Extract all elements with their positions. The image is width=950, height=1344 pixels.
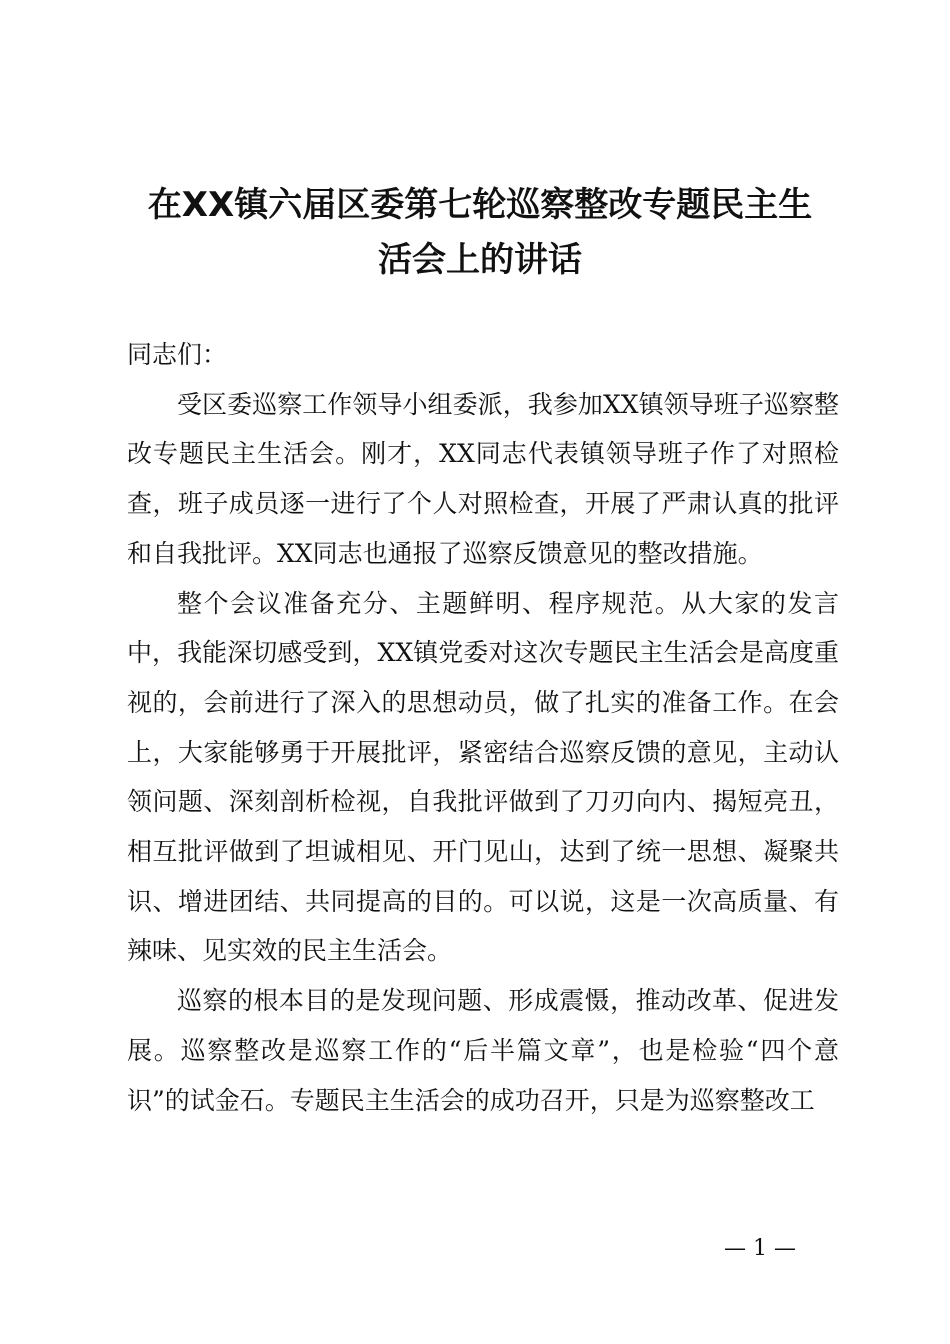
paragraph-3: 巡察的根本目的是发现问题、形成震慑，推动改革、促进发展。巡察整改是巡察工作的“后半篇文章”，也是检验“四个意识”的试金石。专题民主生活会的成功召开，只是为巡察整改工	[127, 986, 839, 1115]
title-line-1: 在XX镇六届区委第七轮巡察整改专题民主生	[147, 185, 813, 225]
paragraph-2: 整个会议准备充分、主题鲜明、程序规范。从大家的发言中，我能深切感受到，XX镇党委对这次专题民主生活会是高度重视的，会前进行了深入的思想动员，做了扎实的准备工作。在会上，大家能够勇于开展批评，紧密结合巡察反馈的意见，主动认领问题、深刻剖析检视，自我批评做到了刀刃向内、揭短亮丑，相互批评做到了坦诚相见、开门见山，达到了统一思想、凝聚共识、增进团结、共同提高的目的。可以说，这是一次高质量、有辣味、见实效的民主生活会。	[127, 588, 839, 966]
document-body	[127, 330, 839, 1125]
document-title	[120, 178, 840, 288]
title-line-2: 活会上的讲话	[378, 240, 582, 280]
page-number: — 1 —	[724, 1236, 796, 1261]
salutation: 同志们：	[127, 340, 228, 369]
paragraph-1: 受区委巡察工作领导小组委派，我参加XX镇领导班子巡察整改专题民主生活会。刚才，XX同志代表镇领导班子作了对照检查，班子成员逐一进行了个人对照检查，开展了严肃认真的批评和自我批评。XX同志也通报了巡察反馈意见的整改措施。	[127, 389, 839, 568]
